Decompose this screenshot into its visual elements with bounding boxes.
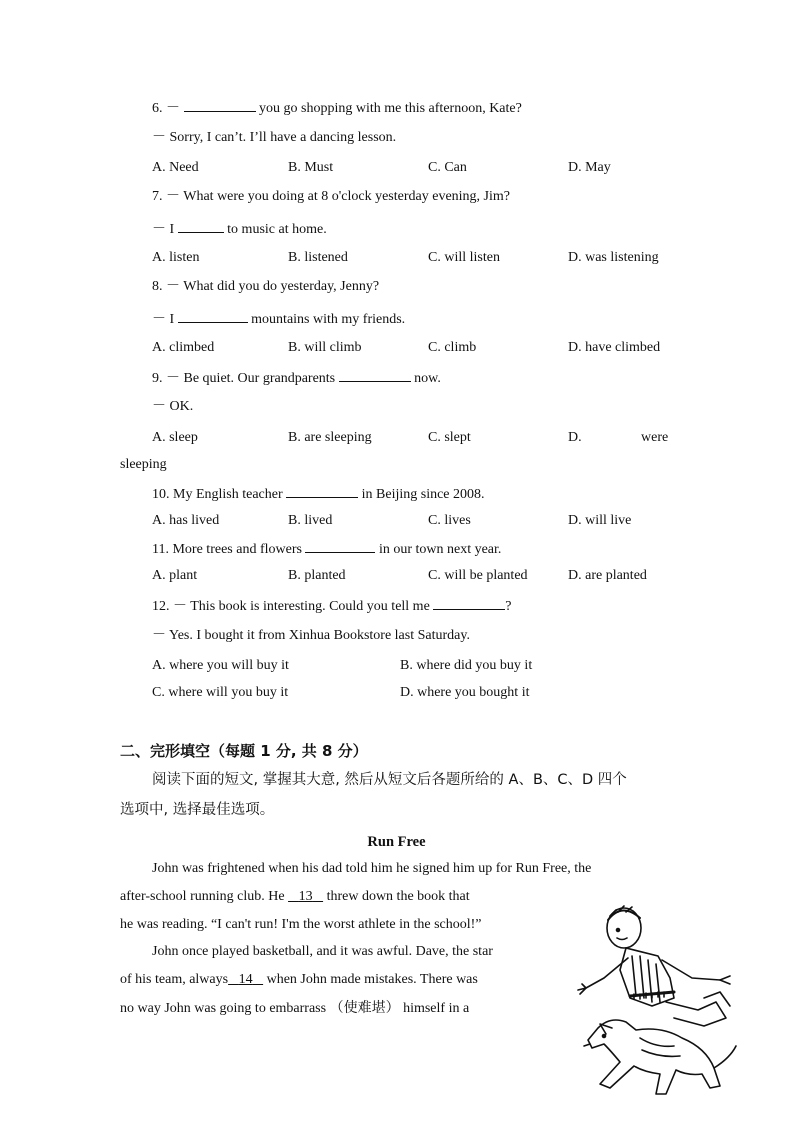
q10-option-c[interactable]: C. lives bbox=[428, 513, 471, 528]
q8-reply: － I mountains with my friends. bbox=[152, 309, 405, 329]
blank-14[interactable]: 14 bbox=[238, 972, 253, 987]
q10-option-a[interactable]: A. has lived bbox=[152, 513, 220, 528]
q6-blank[interactable] bbox=[184, 98, 256, 112]
q11-option-a[interactable]: A. plant bbox=[152, 568, 198, 583]
q7-option-b[interactable]: B. listened bbox=[288, 250, 348, 265]
q9-option-d-text-wrap: sleeping bbox=[120, 457, 167, 472]
q9-option-a[interactable]: A. sleep bbox=[152, 430, 198, 445]
q11-option-b[interactable]: B. planted bbox=[288, 568, 346, 583]
q7-blank[interactable] bbox=[178, 219, 224, 233]
q11-option-c[interactable]: C. will be planted bbox=[428, 568, 528, 583]
q8-prompt: 8. － What did you do yesterday, Jenny? bbox=[152, 279, 380, 294]
q9-option-d-text[interactable]: were bbox=[641, 430, 669, 445]
q11-blank[interactable] bbox=[305, 539, 375, 553]
q12-option-d[interactable]: D. where you bought it bbox=[400, 685, 530, 700]
q6-option-d[interactable]: D. May bbox=[568, 160, 611, 175]
passage-p2-line2: of his team, always 14 when John made mistakes. There was bbox=[120, 972, 478, 987]
q9-prompt: 9. － Be quiet. Our grandparents now. bbox=[152, 368, 441, 388]
passage-p1-line3: he was reading. “I can't run! I'm the worst athlete in the school!” bbox=[120, 917, 482, 932]
passage-p1-line1: John was frightened when his dad told him he signed him up for Run Free, the bbox=[152, 861, 592, 876]
q6-option-c[interactable]: C. Can bbox=[428, 160, 467, 175]
q8-option-c[interactable]: C. climb bbox=[428, 340, 477, 355]
instruction-line-1: 阅读下面的短文, 掌握其大意, 然后从短文后各题所给的 A、B、C、D 四个 bbox=[152, 772, 627, 788]
q9-option-b[interactable]: B. are sleeping bbox=[288, 430, 372, 445]
q7-option-a[interactable]: A. listen bbox=[152, 250, 200, 265]
q10-option-d[interactable]: D. will live bbox=[568, 513, 632, 528]
q10-option-b[interactable]: B. lived bbox=[288, 513, 333, 528]
passage-p2-line3: no way John was going to embarrass （使难堪） himself in a bbox=[120, 1001, 470, 1016]
blank-13[interactable]: 13 bbox=[298, 889, 313, 904]
q6-option-a[interactable]: A. Need bbox=[152, 160, 199, 175]
q12-reply: － Yes. I bought it from Xinhua Bookstore last Saturday. bbox=[152, 628, 470, 643]
q10-prompt: 10. My English teacher in Beijing since 2008. bbox=[152, 484, 485, 504]
q7-reply: － I to music at home. bbox=[152, 219, 327, 239]
q8-option-a[interactable]: A. climbed bbox=[152, 340, 215, 355]
q12-option-b[interactable]: B. where did you buy it bbox=[400, 658, 533, 673]
section-title: 二、完形填空（每题 1 分, 共 8 分） bbox=[120, 742, 368, 760]
q9-option-c[interactable]: C. slept bbox=[428, 430, 471, 445]
q12-option-a[interactable]: A. where you will buy it bbox=[152, 658, 289, 673]
q12-blank[interactable] bbox=[433, 596, 505, 610]
q9-blank[interactable] bbox=[339, 368, 411, 382]
boy-running-with-dog-illustration bbox=[570, 898, 742, 1118]
passage-p1-line2: after-school running club. He 13 threw down the book that bbox=[120, 889, 470, 904]
passage-p2-line1: John once played basketball, and it was awful. Dave, the star bbox=[152, 944, 493, 959]
q12-option-c[interactable]: C. where will you buy it bbox=[152, 685, 289, 700]
q12-prompt: 12. － This book is interesting. Could you tell me ? bbox=[152, 596, 512, 616]
q8-blank[interactable] bbox=[178, 309, 248, 323]
q7-option-c[interactable]: C. will listen bbox=[428, 250, 500, 265]
q7-prompt: 7. － What were you doing at 8 o'clock yesterday evening, Jim? bbox=[152, 189, 510, 204]
q6-prompt: 6. － you go shopping with me this afternoon, Kate? bbox=[152, 98, 522, 118]
q6-reply: － Sorry, I can’t. I’ll have a dancing lesson. bbox=[152, 130, 397, 145]
q9-option-d-letter[interactable]: D. bbox=[568, 430, 582, 445]
q10-blank[interactable] bbox=[286, 484, 358, 498]
q9-reply: － OK. bbox=[152, 399, 194, 414]
passage-title: Run Free bbox=[367, 834, 426, 850]
q8-option-d[interactable]: D. have climbed bbox=[568, 340, 661, 355]
q11-option-d[interactable]: D. are planted bbox=[568, 568, 647, 583]
q11-prompt: 11. More trees and flowers in our town next year. bbox=[152, 539, 501, 559]
q8-option-b[interactable]: B. will climb bbox=[288, 340, 362, 355]
instruction-line-2: 选项中, 选择最佳选项。 bbox=[120, 802, 275, 818]
q7-option-d[interactable]: D. was listening bbox=[568, 250, 659, 265]
q6-option-b[interactable]: B. Must bbox=[288, 160, 334, 175]
